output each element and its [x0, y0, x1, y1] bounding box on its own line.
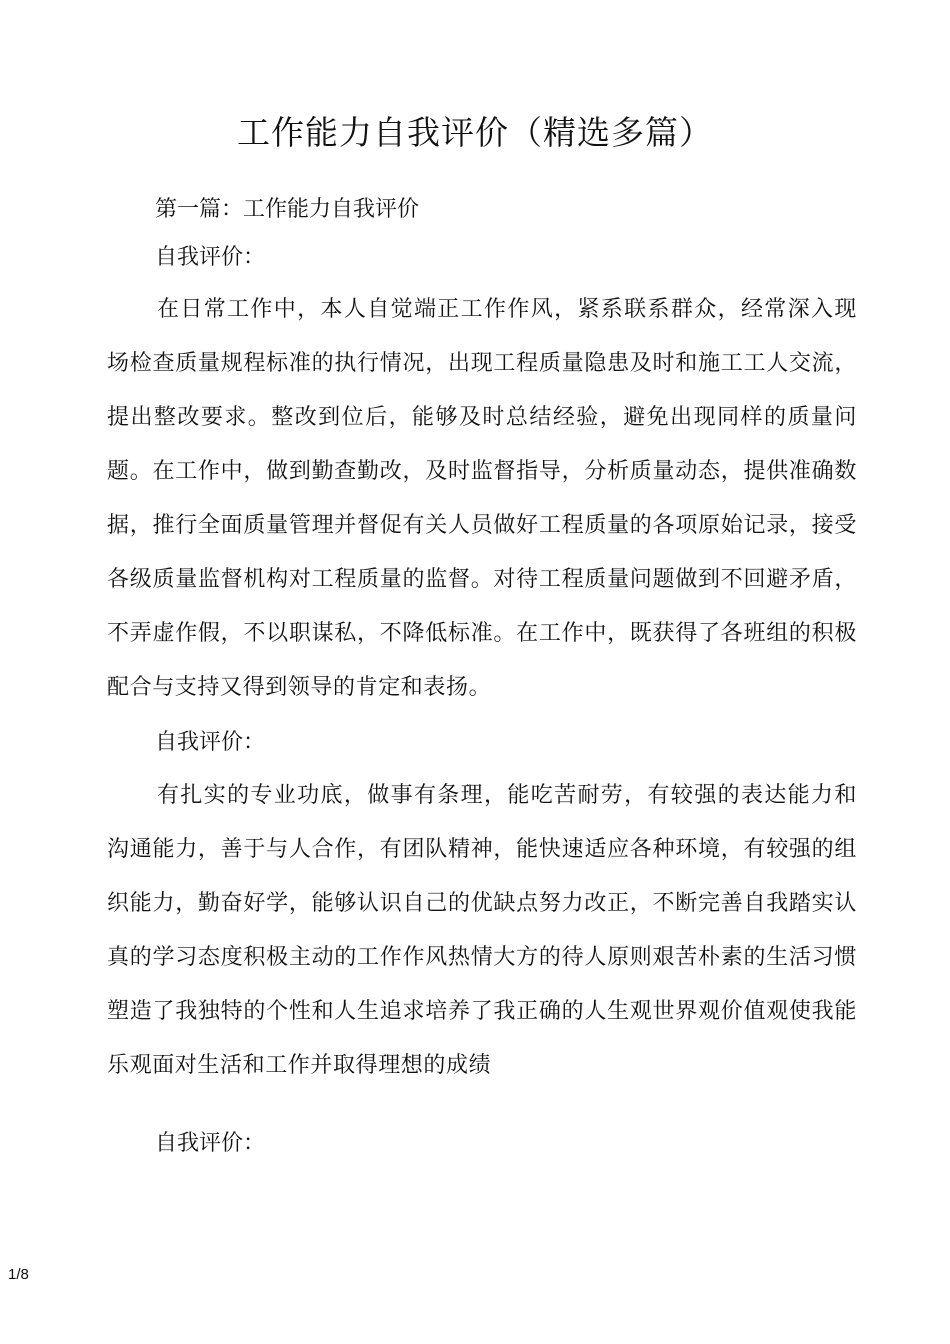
document-title: 工作能力自我评价（精选多篇）	[237, 113, 713, 152]
section-heading: 第一篇：工作能力自我评价	[155, 197, 420, 222]
self-evaluation-label: 自我评价：	[155, 245, 266, 270]
paragraph: 有扎实的专业功底，做事有条理，能吃苦耐劳，有较强的表达能力和沟通能力，善于与人合作，有团队精神，能快速适应各种环境，有较强的组织能力，勤奋好学，能够认识自己的优缺点努力改正，不断完善自我踏实认真的学习态度积极主动的工作作风热情大方的待人原则艰苦朴素的生活习惯塑造了我独特的个性和人生追求培养了我正确的人生观世界观价值观使我能乐观面对生活和工作并取得理想的成绩	[107, 783, 857, 1078]
self-evaluation-label: 自我评价：	[155, 1131, 266, 1156]
paragraph: 在日常工作中，本人自觉端正工作作风，紧系联系群众，经常深入现场检查质量规程标准的执行情况，出现工程质量隐患及时和施工工人交流，提出整改要求。整改到位后，能够及时总结经验，避免出现同样的质量问题。在工作中，做到勤查勤改，及时监督指导，分析质量动态，提供准确数据，推行全面质量管理并督促有关人员做好工程质量的各项原始记录，接受各级质量监督机构对工程质量的监督。对待工程质量问题做到不回避矛盾，不弄虚作假，不以职谋私，不降低标准。在工作中，既获得了各班组的积极配合与支持又得到领导的肯定和表扬。	[107, 297, 857, 700]
page-indicator: 1/8	[8, 1266, 29, 1283]
self-evaluation-label: 自我评价：	[155, 730, 266, 755]
